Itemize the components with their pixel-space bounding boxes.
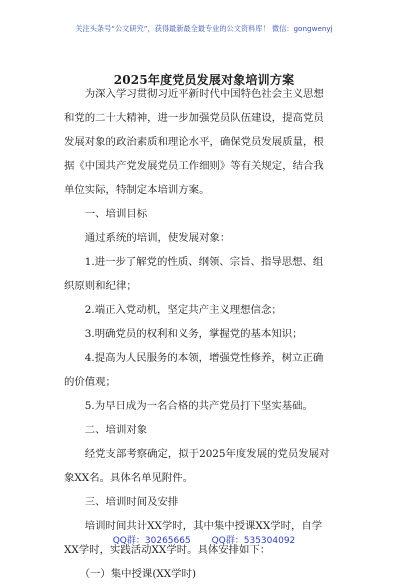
footer-qq-group-1: QQ群：30265665 <box>112 536 191 546</box>
body-line: 一、培训目标 <box>64 208 148 220</box>
header-banner: 关注头条号“公文研究”，获得最新最全最专业的公文资料库！ 微信：gongwenyj <box>75 24 333 33</box>
body-line: 的价值观； <box>64 376 116 388</box>
document-body <box>64 82 360 586</box>
body-line: 据《中国共产党发展党员工作细则》等有关规定，结合我 <box>64 160 324 172</box>
body-line: 1.进一步了解党的性质、纲领、宗旨、指导思想、组 <box>64 256 324 268</box>
body-line: XX学时，实践活动XX学时。具体安排如下： <box>64 544 271 556</box>
body-line: （一）集中授课(XX学时) <box>64 568 196 580</box>
body-line: 2.端正入党动机，坚定共产主义理想信念； <box>64 304 282 316</box>
body-line: 通过系统的培训，使发展对象： <box>64 232 231 244</box>
body-line: 织原则和纪律； <box>64 280 137 292</box>
body-line: 单位实际，特制定本培训方案。 <box>64 184 210 196</box>
body-line: 二、培训对象 <box>64 424 148 436</box>
body-line: 4.提高为人民服务的本领，增强党性修养，树立正确 <box>64 352 324 364</box>
footer-qq-group-2: QQ群：535304092 <box>211 536 296 546</box>
document-title: 2025年度党员发展对象培训方案 <box>113 73 295 87</box>
body-line: 5.为早日成为一名合格的共产党员打下坚实基础。 <box>64 400 313 412</box>
body-line: 培训时间共计XX学时，其中集中授课XX学时，自学 <box>64 520 323 532</box>
body-line: 象XX名。具体名单见附件。 <box>64 472 194 484</box>
body-line: 为深入学习贯彻习近平新时代中国特色社会主义思想 <box>64 88 324 100</box>
body-line: 经党支部考察确定，拟于2025年度发展的党员发展对 <box>64 448 330 460</box>
body-line: 三、培训时间及安排 <box>64 496 179 508</box>
body-line: 发展对象的政治素质和理论水平，确保党员发展质量，根 <box>64 136 324 148</box>
body-line: 和党的二十大精神，进一步加强党员队伍建设，提高党员 <box>64 112 324 124</box>
body-line: 3.明确党员的权利和义务，掌握党的基本知识； <box>64 328 303 340</box>
footer <box>0 533 408 546</box>
